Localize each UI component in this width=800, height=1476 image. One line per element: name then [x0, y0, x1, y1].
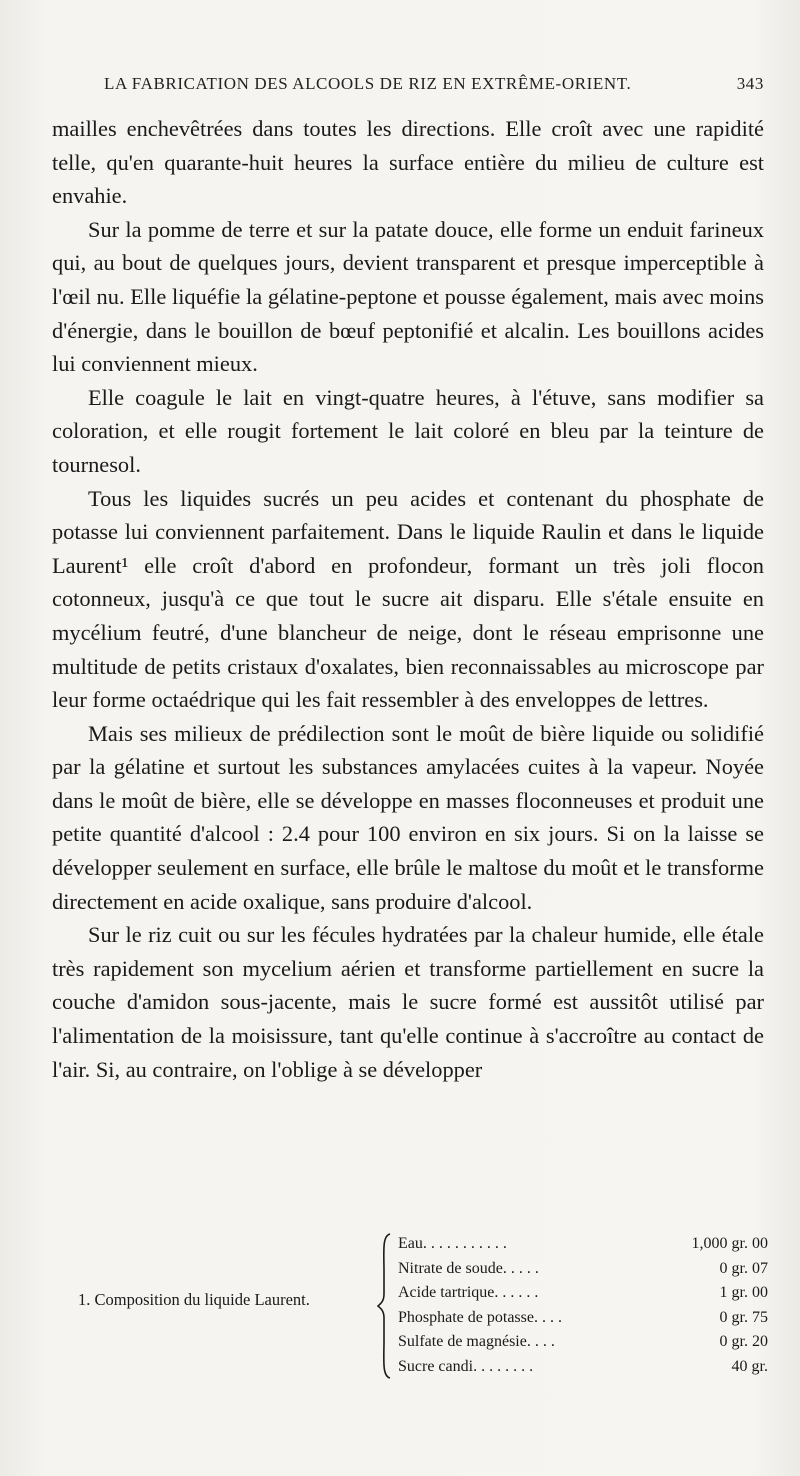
body-text	[52, 112, 764, 1086]
running-head	[104, 74, 764, 94]
footnote-label: 1. Composition du liquide Laurent.	[78, 1290, 310, 1309]
curly-brace	[376, 1232, 394, 1380]
leader-dots: . . . . . . . .	[473, 1357, 534, 1375]
ingredient-name: Sucre candi	[398, 1357, 474, 1375]
running-title: LA FABRICATION DES ALCOOLS DE RIZ EN EXTRÊME-ORIENT.	[104, 74, 632, 93]
ingredient-name: Sulfate de magnésie	[398, 1333, 527, 1351]
paragraph: Sur la pomme de terre et sur la patate douce, elle forme un enduit farineux qui, au bout de quelques jours, devient transparent et presque imperceptible à l'œil nu. Elle liquéfie la gélatine-peptone et pousse également, mais avec moins d'énergie, dans le bouillon de bœuf peptonifié et alcalin. Les bouillons acides lui conviennent mieux.	[52, 216, 764, 377]
paragraph: Mais ses milieux de prédilection sont le moût de bière liquide ou solidifié par la gélatine et surtout les substances amylacées cuites à la vapeur. Noyée dans le moût de bière, elle se développe en masses floconneuses et produit une petite quantité d'alcool : 2.4 pour 100 environ en six jours. Si on la laisse se développer seulement en surface, elle brûle le maltose du moût et le transforme directement en acide oxalique, sans produire d'alcool.	[52, 720, 764, 914]
leader-dots: . . . . .	[502, 1259, 539, 1277]
composition-row	[398, 1355, 768, 1380]
ingredient-name: Nitrate de soude	[398, 1259, 503, 1277]
ingredient-amount: 40 gr.	[731, 1357, 768, 1375]
composition-row	[398, 1281, 768, 1306]
page-number: 343	[736, 74, 764, 93]
ingredient-amount: 1 gr. 00	[719, 1284, 768, 1302]
ingredient-name: Phosphate de potasse	[398, 1308, 534, 1326]
paragraph: mailles enchevêtrées dans toutes les directions. Elle croît avec une rapidité telle, qu'en quarante-huit heures la surface entière du milieu de culture est envahie.	[52, 116, 764, 209]
ingredient-name: Eau	[398, 1235, 423, 1252]
ingredient-amount: 1,000 gr. 00	[691, 1235, 768, 1252]
ingredient-amount: 0 gr. 07	[719, 1259, 768, 1277]
composition-table	[398, 1232, 768, 1380]
ingredient-name: Acide tartrique	[398, 1284, 495, 1302]
composition-row	[398, 1306, 768, 1331]
paragraph: Elle coagule le lait en vingt-quatre heures, à l'étuve, sans modifier sa coloration, et elle rougit fortement le lait coloré en bleu par la teinture de tournesol.	[52, 384, 764, 477]
composition-row	[398, 1330, 768, 1355]
footnote	[78, 1232, 768, 1382]
composition-row	[398, 1232, 768, 1257]
leader-dots: . . . . . . . . . . .	[422, 1235, 507, 1252]
ingredient-amount: 0 gr. 75	[719, 1308, 768, 1326]
leader-dots: . . . .	[533, 1308, 562, 1326]
paragraph: Sur le riz cuit ou sur les fécules hydratées par la chaleur humide, elle étale très rapidement son mycelium aérien et transforme partiellement en sucre la couche d'amidon sous-jacente, mais le sucre formé est aussitôt utilisé par l'alimentation de la moisissure, tant qu'elle continue à s'accroître au contact de l'air. Si, au contraire, on l'oblige à se développer	[52, 922, 764, 1082]
composition-row	[398, 1257, 768, 1282]
leader-dots: . . . . . .	[494, 1284, 539, 1302]
leader-dots: . . . .	[526, 1333, 555, 1351]
paragraph: Tous les liquides sucrés un peu acides et contenant du phosphate de potasse lui conviennent parfaitement. Dans le liquide Raulin et dans le liquide Laurent¹ elle croît d'abord en profondeur, formant un très joli flocon cotonneux, jusqu'à ce que tout le sucre ait disparu. Elle s'étale ensuite en mycélium feutré, d'une blancheur de neige, dont le réseau emprisonne une multitude de petits cristaux d'oxalates, bien reconnaissables au microscope par leur forme octaédrique qui les fait ressembler à des enveloppes de lettres.	[52, 485, 764, 713]
ingredient-amount: 0 gr. 20	[719, 1333, 768, 1351]
